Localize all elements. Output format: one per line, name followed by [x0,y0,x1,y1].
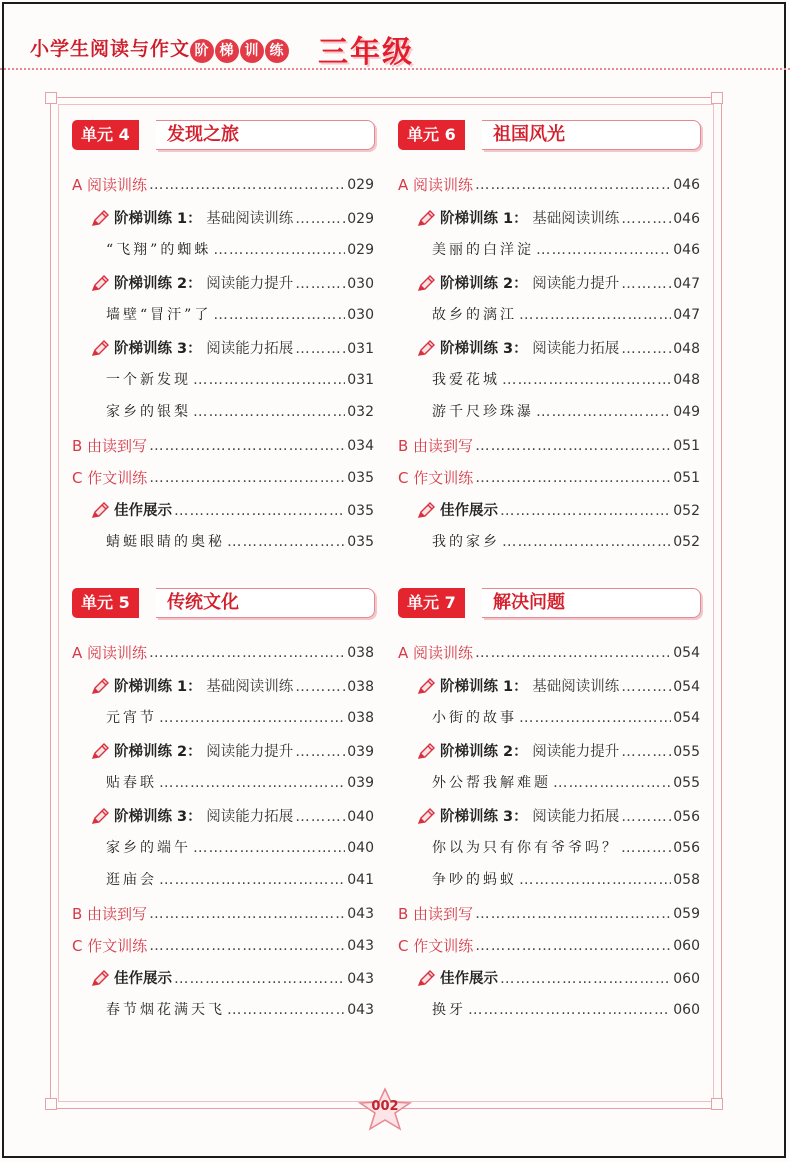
leader-dots [193,399,345,425]
section-label: A 阅读训练 [72,644,148,662]
page-ref: 040 [347,840,374,856]
training-label: 阶梯训练 3： [440,809,528,825]
training-subtitle: 基础阅读训练 [532,679,620,695]
page-ref: 031 [347,341,374,357]
page-ref: 030 [347,307,374,323]
page-ref: 030 [347,276,374,292]
leader-dots [213,237,345,263]
training-label: 阶梯训练 2： [114,276,202,292]
training-subtitle: 阅读能力拓展 [206,809,294,825]
page-ref: 055 [673,744,700,760]
section-label: C 作文训练 [398,469,474,487]
pencil-icon [90,501,110,521]
section-label: B 由读到写 [72,905,148,923]
unit-title: 解决问题 [493,592,565,613]
unit-section [72,120,377,560]
page-ref: 056 [673,840,700,856]
page-ref: 032 [347,404,374,420]
unit-tag: 单元 4 [72,120,139,150]
unit-title: 发现之旅 [167,124,239,145]
section-label: B 由读到写 [72,437,148,455]
page-ref: 035 [347,470,374,486]
leader-dots [159,770,345,796]
title-pill: 阶 [190,39,214,63]
page-ref: 060 [673,938,700,954]
book-title-text: 小学生阅读与作文 [30,38,191,60]
article-title: 元宵节 [106,710,157,726]
page-ref: 046 [673,211,700,227]
unit-header [398,120,703,154]
page-ref: 034 [347,438,374,454]
leader-dots [621,336,671,362]
toc-entry[interactable] [106,770,374,796]
training-label: 佳作展示 [114,971,172,987]
toc-entry[interactable] [72,640,374,666]
article-title: 我爱花城 [432,372,500,388]
frame-corner [45,92,57,104]
pencil-icon [90,274,110,294]
page-ref: 051 [673,438,700,454]
article-title: 外公帮我解难题 [432,775,551,791]
toc-entry[interactable] [90,966,374,992]
leader-dots [295,674,345,700]
toc-entry[interactable] [72,433,374,459]
toc-entry[interactable] [106,835,374,861]
toc-entry[interactable] [416,966,700,992]
page-ref: 054 [673,710,700,726]
page-ref: 038 [347,645,374,661]
leader-dots [621,739,671,765]
toc-entry[interactable] [432,399,700,425]
toc-entry[interactable] [432,302,700,328]
page-ref: 051 [673,470,700,486]
toc-entry[interactable] [106,399,374,425]
toc-entry[interactable] [398,465,700,491]
page-ref: 046 [673,177,700,193]
toc-entry[interactable] [106,302,374,328]
toc-entry[interactable] [106,705,374,731]
toc-entry[interactable] [398,901,700,927]
pencil-icon [416,209,436,229]
leader-dots [295,336,345,362]
frame-corner [711,1098,723,1110]
leader-dots [159,867,345,893]
unit-title: 传统文化 [167,592,239,613]
pencil-icon [90,742,110,762]
leader-dots [174,498,345,524]
toc-entry[interactable] [90,804,374,830]
book-title [30,34,290,63]
page-ref: 043 [347,938,374,954]
unit-tag: 单元 6 [398,120,465,150]
training-label: 阶梯训练 2： [440,744,528,760]
toc-entry[interactable] [72,465,374,491]
leader-dots [519,705,671,731]
toc-entry[interactable] [416,271,700,297]
section-label: A 阅读训练 [72,176,148,194]
leader-dots [295,804,345,830]
page-number: 002 [371,1099,399,1114]
training-label: 阶梯训练 1： [440,679,528,695]
toc-entry[interactable] [106,867,374,893]
pencil-icon [416,339,436,359]
page-ref: 055 [673,775,700,791]
toc-entry[interactable] [432,867,700,893]
grade-label: 三年级 [318,35,414,70]
unit-section [398,588,703,1028]
training-subtitle: 基础阅读训练 [206,679,294,695]
toc-entry[interactable] [90,336,374,362]
page-ref: 049 [673,404,700,420]
article-title: 墙壁“冒汗”了 [106,307,212,323]
section-label: B 由读到写 [398,905,474,923]
section-label: C 作文训练 [398,937,474,955]
toc-entry[interactable] [106,237,374,263]
page-ref: 039 [347,744,374,760]
page-ref: 060 [673,1002,700,1018]
leader-dots [475,465,671,491]
article-title: 春节烟花满天飞 [106,1002,225,1018]
article-title: “飞翔”的蜘蛛 [106,242,212,258]
leader-dots [621,206,671,232]
training-label: 阶梯训练 1： [440,211,528,227]
section-label: A 阅读训练 [398,176,474,194]
toc-entry[interactable] [90,206,374,232]
page-ref: 041 [347,872,374,888]
article-title: 故乡的漓江 [432,307,517,323]
article-title: 换牙 [432,1002,466,1018]
leader-dots [502,367,671,393]
page-ref: 029 [347,177,374,193]
training-subtitle: 阅读能力提升 [532,744,620,760]
page-ref: 043 [347,1002,374,1018]
training-subtitle: 阅读能力提升 [532,276,620,292]
training-subtitle: 阅读能力提升 [206,744,294,760]
training-label: 佳作展示 [440,503,498,519]
toc-entry[interactable] [106,367,374,393]
training-label: 佳作展示 [440,971,498,987]
header-divider [0,68,790,70]
training-subtitle: 基础阅读训练 [532,211,620,227]
leader-dots [149,433,345,459]
leader-dots [149,172,345,198]
page-ref: 059 [673,906,700,922]
page-header [0,0,790,75]
page-ref: 029 [347,211,374,227]
toc-entry[interactable] [398,172,700,198]
toc-entry[interactable] [432,529,700,555]
title-pill: 梯 [215,39,239,63]
toc-entry[interactable] [106,529,374,555]
leader-dots [295,271,345,297]
page-ref: 046 [673,242,700,258]
unit-title: 祖国风光 [493,124,565,145]
unit-section [398,120,703,560]
toc-entry[interactable] [398,933,700,959]
page-ref: 035 [347,534,374,550]
article-title: 小街的故事 [432,710,517,726]
leader-dots [502,529,671,555]
title-pill: 训 [240,39,264,63]
toc-entry[interactable] [72,172,374,198]
leader-dots [519,867,671,893]
toc-entry[interactable] [416,336,700,362]
pencil-icon [416,274,436,294]
toc-entry[interactable] [432,237,700,263]
unit-tag: 单元 5 [72,588,139,618]
toc-entry[interactable] [90,739,374,765]
page-ref: 052 [673,534,700,550]
leader-dots [500,966,671,992]
pencil-icon [90,677,110,697]
toc-entry[interactable] [416,674,700,700]
pencil-icon [416,742,436,762]
training-label: 阶梯训练 2： [440,276,528,292]
leader-dots [227,997,345,1023]
article-title: 逛庙会 [106,872,157,888]
toc-entry[interactable] [72,901,374,927]
pencil-icon [90,339,110,359]
training-label: 阶梯训练 3： [114,341,202,357]
training-label: 阶梯训练 1： [114,679,202,695]
frame-corner [45,1098,57,1110]
page-ref: 035 [347,503,374,519]
page-ref: 040 [347,809,374,825]
training-label: 阶梯训练 1： [114,211,202,227]
toc-entry[interactable] [432,705,700,731]
pencil-icon [416,501,436,521]
leader-dots [193,835,345,861]
leader-dots [621,804,671,830]
toc-entry[interactable] [416,739,700,765]
page-ref: 039 [347,775,374,791]
toc-entry[interactable] [432,770,700,796]
leader-dots [475,433,671,459]
leader-dots [475,901,671,927]
page-ref: 043 [347,971,374,987]
article-title: 我的家乡 [432,534,500,550]
training-subtitle: 阅读能力拓展 [532,809,620,825]
leader-dots [621,271,671,297]
pencil-icon [90,807,110,827]
leader-dots [553,770,671,796]
page-ref: 054 [673,679,700,695]
leader-dots [475,640,671,666]
toc-entry[interactable] [398,640,700,666]
article-title: 争吵的蚂蚁 [432,872,517,888]
page-ref: 054 [673,645,700,661]
leader-dots [468,997,671,1023]
leader-dots [174,966,345,992]
leader-dots [295,739,345,765]
leader-dots [149,465,345,491]
toc-entry[interactable] [106,997,374,1023]
training-label: 佳作展示 [114,503,172,519]
training-label: 阶梯训练 3： [440,341,528,357]
unit-section [72,588,377,1028]
pencil-icon [416,677,436,697]
leader-dots [213,302,345,328]
toc-entry[interactable] [90,498,374,524]
toc-entry[interactable] [432,835,700,861]
leader-dots [621,835,671,861]
page-ref: 029 [347,242,374,258]
page-ref: 052 [673,503,700,519]
leader-dots [149,933,345,959]
pencil-icon [416,969,436,989]
page-ref: 043 [347,906,374,922]
toc-entry[interactable] [416,498,700,524]
article-title: 蜻蜓眼睛的奥秘 [106,534,225,550]
page-ref: 031 [347,372,374,388]
toc-entry[interactable] [432,367,700,393]
article-title: 贴春联 [106,775,157,791]
pencil-icon [416,807,436,827]
leader-dots [500,498,671,524]
training-label: 阶梯训练 3： [114,809,202,825]
page-ref: 060 [673,971,700,987]
page-ref: 048 [673,372,700,388]
leader-dots [621,674,671,700]
section-label: C 作文训练 [72,469,148,487]
page-ref: 047 [673,276,700,292]
page-ref: 038 [347,710,374,726]
section-label: A 阅读训练 [398,644,474,662]
page-ref: 038 [347,679,374,695]
article-title: 美丽的白洋淀 [432,242,534,258]
training-subtitle: 阅读能力提升 [206,276,294,292]
leader-dots [159,705,345,731]
training-subtitle: 阅读能力拓展 [206,341,294,357]
toc-entry[interactable] [90,674,374,700]
unit-header [72,120,377,154]
article-title: 一个新发现 [106,372,191,388]
leader-dots [193,367,345,393]
leader-dots [519,302,671,328]
pencil-icon [90,969,110,989]
page-ref: 048 [673,341,700,357]
toc-entry[interactable] [416,804,700,830]
leader-dots [295,206,345,232]
toc-entry[interactable] [90,271,374,297]
article-title: 家乡的银梨 [106,404,191,420]
leader-dots [149,901,345,927]
section-label: C 作文训练 [72,937,148,955]
article-title: 你以为只有你有爷爷吗？ [432,840,619,856]
section-label: B 由读到写 [398,437,474,455]
leader-dots [149,640,345,666]
toc-entry[interactable] [416,206,700,232]
training-subtitle: 基础阅读训练 [206,211,294,227]
toc-entry[interactable] [72,933,374,959]
page-ref: 047 [673,307,700,323]
title-pill: 练 [265,39,289,63]
leader-dots [475,933,671,959]
toc-entry[interactable] [398,433,700,459]
toc-entry[interactable] [432,997,700,1023]
article-title: 家乡的端午 [106,840,191,856]
frame-corner [711,92,723,104]
unit-header [398,588,703,622]
leader-dots [536,399,671,425]
training-subtitle: 阅读能力拓展 [532,341,620,357]
page-ref: 058 [673,872,700,888]
unit-tag: 单元 7 [398,588,465,618]
article-title: 游千尺珍珠瀑 [432,404,534,420]
leader-dots [536,237,671,263]
leader-dots [475,172,671,198]
unit-header [72,588,377,622]
leader-dots [227,529,345,555]
training-label: 阶梯训练 2： [114,744,202,760]
page-ref: 056 [673,809,700,825]
pencil-icon [90,209,110,229]
